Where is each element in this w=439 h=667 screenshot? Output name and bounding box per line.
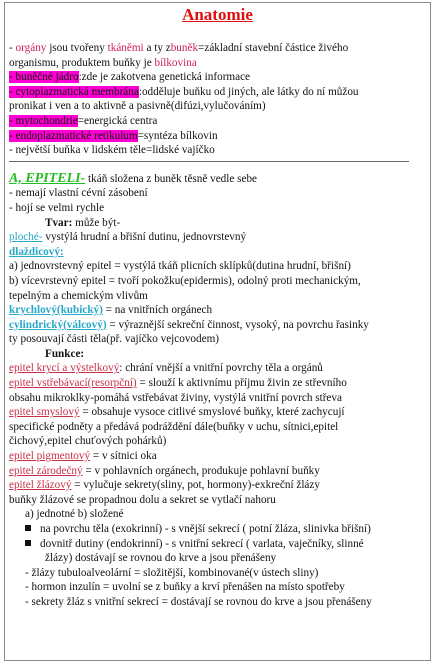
text: = vylučuje sekrety(sliny, pot, hormony)-exkreční žlázy	[71, 479, 320, 492]
text: :odděluje buňku od jiných, ale látky do ní můžou	[138, 85, 359, 98]
page-title: Anatomie	[182, 5, 253, 24]
text: tkáň složena z buněk těsně vedle sebe	[85, 172, 258, 185]
term-organy: orgány	[15, 42, 47, 54]
text: vystýlá hrudní a břišní dutinu, jednovrstevný	[42, 231, 247, 244]
text: = výraznější sekreční činnost, vysoký, na povrchu řasinky	[106, 318, 369, 331]
epiteli-line: ty posouvají části těla(př. vajíčko vejcovodem)	[9, 333, 220, 346]
cylindricky-label: cylindrický(válcový)	[9, 318, 107, 331]
text: organismu, produktem buňky je	[9, 56, 155, 69]
dlazdicovy-line	[9, 245, 426, 260]
epitel-pigmentovy-label: epitel pigmentový	[9, 450, 91, 463]
section-heading	[9, 172, 426, 187]
epiteli-section	[9, 172, 426, 610]
krychlovy-label: krychlový(kubický)	[9, 304, 103, 317]
funkce-item	[9, 464, 426, 479]
text: může být-	[72, 216, 121, 229]
intro-line	[9, 85, 426, 100]
intro-section	[9, 41, 426, 158]
funkce-item	[9, 361, 426, 376]
divider	[9, 158, 426, 166]
funkce-label: Funkce:	[45, 347, 85, 360]
ab-line: a) jednotné b) složené	[25, 508, 124, 521]
text: :zde je zakotvena genetická informace	[78, 71, 251, 84]
text: = v sítnici oka	[90, 450, 157, 463]
intro-line	[9, 41, 426, 56]
tvar-line	[9, 216, 426, 231]
funkce-item	[9, 449, 426, 464]
text: jsou tvořeny	[46, 42, 108, 54]
epiteli-line: tepelným a chemickým vlivům	[9, 289, 148, 302]
intro-line	[9, 114, 426, 129]
epiteli-heading: A, EPITELI-	[9, 170, 86, 186]
text: a ty z	[143, 42, 171, 54]
text: = slouží k aktivnímu příjmu živin ze střevního	[136, 377, 347, 390]
funkce-item	[9, 478, 426, 493]
cylindricky-line	[9, 318, 426, 333]
intro-line	[9, 70, 426, 85]
text: = na vnitřních orgánech	[102, 304, 213, 317]
krychlovy-line	[9, 303, 426, 318]
text: = v pohlavních orgánech, produkuje pohlavní buňky	[82, 464, 320, 477]
text: : chrání vnější a vnitřní povrchy těla a orgánů	[119, 362, 323, 375]
epiteli-line: - sekrety žláz s vnitřní sekrecí = dostávají se rovnou do krve a jsou přenášeny	[25, 595, 372, 608]
ploche-label: ploché-	[9, 231, 43, 244]
epitel-vstrebavaci-label: epitel vstřebávací(resorpční)	[9, 377, 137, 390]
square-bullet-icon	[25, 540, 31, 546]
epitel-kryci-label: epitel krycí a výstelkový	[9, 362, 120, 375]
highlight-endoplazmaticke-retikulum: - endoplazmatické retikulum	[9, 129, 138, 142]
highlight-cytoplazmaticka-membrana: - cytoplazmatická membrána	[9, 85, 139, 98]
highlight-bunecne-jadro: - buněčné jádro	[9, 71, 79, 84]
text: =energická centra	[77, 114, 158, 127]
epiteli-line: a) jednovrstevný epitel = vystýlá tkáň plicních sklípků(dutina hrudní, břišní)	[9, 260, 351, 273]
text: =základní stavební částice živého	[198, 42, 349, 54]
text: na povrchu těla (exokrinní) - s vnější sekrecí ( potní žláza, slinivka břišní)	[40, 523, 371, 535]
divider-line	[9, 161, 409, 162]
bullet-item	[9, 537, 426, 552]
term-bilkovina: bílkovina	[154, 56, 197, 69]
funkce-item	[9, 376, 426, 391]
epiteli-line: b) vícevrstevný epitel = tvoří pokožku(epidermis), odolný proti mechanickým,	[9, 274, 361, 287]
epiteli-line: obsahu mikroklky-pomáhá vstřebávat živiny, vystýlá vnitřní povrch střeva	[9, 391, 342, 404]
document-page	[4, 2, 431, 661]
dlazdicovy-label: dlaždicový:	[9, 245, 64, 258]
highlight-mytochondrie: - mytochondrie	[9, 114, 78, 127]
epiteli-line: - nemají vlastní cévní zásobení	[9, 187, 148, 200]
epiteli-line: - hormon inzulín = uvolní se z buňky a krví přenášen na místo spotřeby	[25, 581, 345, 594]
epiteli-line: specifické podněty a předává podráždění dále(buňky v uchu, sítnici,epitel	[9, 420, 339, 433]
text: dovnitř dutiny (endokrinní) - s vnitřní sekrecí ( varlata, vaječníky, slinné	[40, 537, 364, 550]
term-bunek: buněk	[170, 42, 199, 54]
epiteli-line: buňky žlázové se propadnou dolu a sekret se vytlačí nahoru	[9, 493, 276, 506]
text: =syntéza bílkovin	[137, 129, 218, 142]
tvar-label: Tvar:	[45, 216, 73, 229]
funkce-item	[9, 405, 426, 420]
epiteli-line: čichový,epitel chuťových pohárků)	[9, 435, 167, 448]
square-bullet-icon	[25, 525, 31, 531]
epiteli-line: - hojí se velmi rychle	[9, 201, 105, 214]
epiteli-line: - žlázy tubuloalveolární = složitější, kombinované(v ústech sliny)	[25, 566, 319, 579]
intro-line	[9, 56, 426, 71]
epitel-zlazovy-label: epitel žlázový	[9, 479, 72, 492]
intro-line	[9, 129, 426, 144]
ploche-line	[9, 230, 426, 245]
term-tkanemi: tkáněmi	[107, 42, 144, 54]
epitel-zarodecny-label: epitel zárodečný	[9, 464, 83, 477]
epiteli-line: žlázy) dostávají se rovnou do krve a jsou přenášeny	[45, 552, 277, 565]
intro-line: - největší buňka v lidském těle=lidské vajíčko	[9, 144, 215, 157]
bullet-item	[9, 522, 426, 537]
intro-line: pronikat i ven a to aktivně a pasivně(difúzi,vylučováním)	[9, 100, 266, 113]
funkce-line	[9, 347, 426, 362]
epitel-smyslovy-label: epitel smyslový	[9, 406, 80, 419]
text: -	[9, 42, 16, 54]
text: = obsahuje vysoce citlivé smyslové buňky, které zachycují	[79, 406, 345, 419]
